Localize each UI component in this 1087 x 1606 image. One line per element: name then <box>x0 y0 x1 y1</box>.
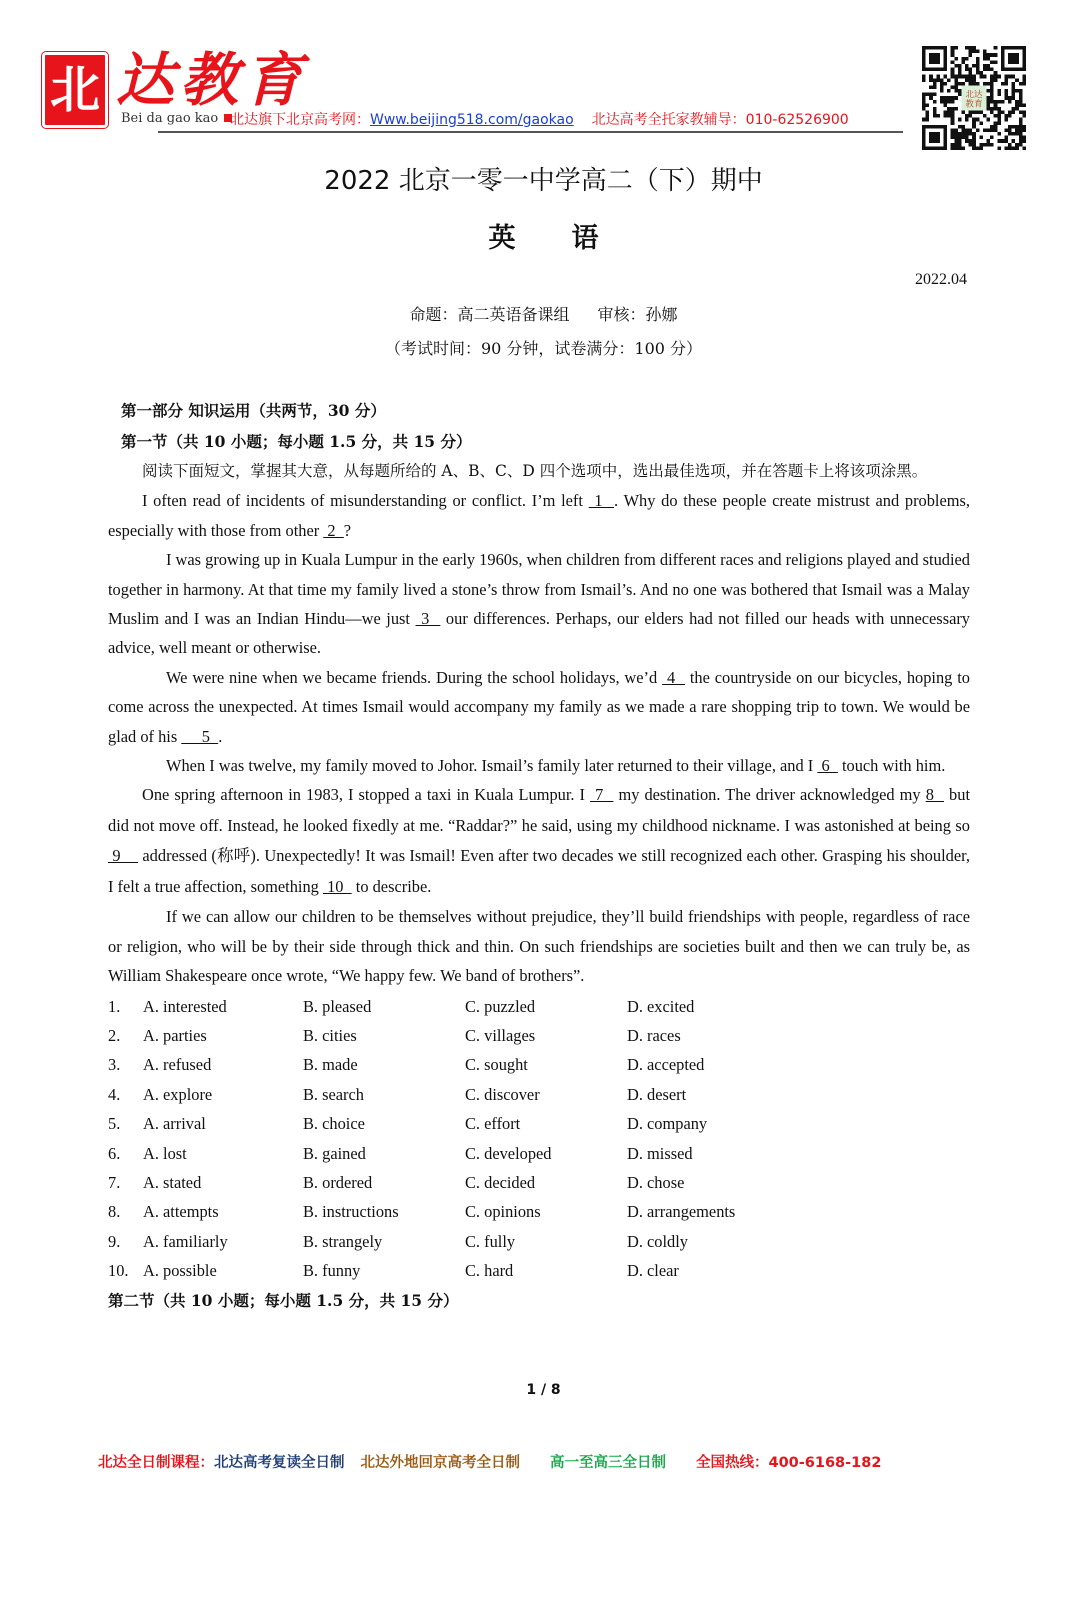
passage-paragraph-5: One spring afternoon in 1983, I stopped a taxi in Kuala Lumpur. I 7 my destination. The driver acknowledged my 8 but did not move off. Instead, he looked fixedly at me. “Raddar?” he said, using my childhood nickname. I was astonished at being so 9 addressed (称呼). Unexpectedly! It was Ismail! Even after two decades we still recognized each other. Grasping his shoulder, I felt a true affection, something 10 to describe. <box>108 785 970 896</box>
blank-1: 1 <box>588 491 615 511</box>
blank-3: 3 <box>415 609 441 629</box>
option-row <box>108 1080 970 1109</box>
option-c: C. hard <box>465 1261 514 1281</box>
logo-char: 北 <box>50 60 100 119</box>
passage-paragraph-6: If we can allow our children to be themselves without prejudice, they’ll build friendships with people, regardless of race or religion, who will be by their side through thick and thin. On such friendships are societies built and then we can truly be, as William Shakespeare once wrote, “We happy few. We band of brothers”. <box>108 907 970 986</box>
option-c: C. effort <box>465 1114 521 1134</box>
option-row <box>108 1139 970 1168</box>
question-number: 1. <box>108 996 121 1016</box>
option-row <box>108 1227 970 1256</box>
option-a: A. stated <box>143 1173 202 1193</box>
passage-paragraph-4: When I was twelve, my family moved to Johor. Ismail’s family later returned to their village, and I 6 touch with him. <box>166 756 946 776</box>
option-a: A. interested <box>143 996 227 1016</box>
option-row <box>108 1021 970 1050</box>
logo-subtitle-text: Bei da gao kao <box>121 111 219 126</box>
option-b: B. cities <box>303 1026 357 1046</box>
logo-text: 达教育 <box>116 46 309 114</box>
option-a: A. arrival <box>143 1114 206 1134</box>
site-label: 北达旗下北京高考网： <box>230 112 370 128</box>
question-number: 9. <box>108 1231 121 1251</box>
qr-center-text-top: 北达 <box>965 89 983 100</box>
option-d: D. accepted <box>627 1055 705 1075</box>
option-c: C. opinions <box>465 1202 541 1222</box>
exam-content <box>108 395 970 1316</box>
option-a: A. refused <box>143 1055 212 1075</box>
option-a: A. attempts <box>143 1202 219 1222</box>
footer-hotline: 全国热线：400-6168-182 <box>696 1455 882 1471</box>
footer-courses-label: 北达全日制课程： <box>98 1455 214 1471</box>
option-c: C. fully <box>465 1231 516 1251</box>
page-number: 1 / 8 <box>526 1382 561 1398</box>
option-c: C. sought <box>465 1055 528 1075</box>
option-d: D. clear <box>627 1261 679 1281</box>
blank-9: 9 <box>108 846 139 866</box>
qr-center-text-bottom: 教育 <box>965 99 983 110</box>
blank-8: 8 <box>925 785 944 805</box>
instructions: 阅读下面短文，掌握其大意，从每题所给的 A、B、C、D 四个选项中，选出最佳选项，并在答题卡上将该项涂黑。 <box>142 462 928 480</box>
passage-paragraph-3: We were nine when we became friends. During the school holidays, we’d 4 the countryside on our bicycles, hoping to come across the unexpected. At times Ismail would accompany my family as we made a rare shopping trip to town. We would be glad of his 5 . <box>108 667 970 746</box>
question-number: 3. <box>108 1055 121 1075</box>
option-c: C. puzzled <box>465 996 536 1016</box>
question-number: 7. <box>108 1173 121 1193</box>
logo-subtitle <box>121 111 232 126</box>
option-d: D. coldly <box>627 1231 689 1251</box>
option-a: A. parties <box>143 1026 207 1046</box>
blank-7: 7 <box>590 785 614 805</box>
question-number: 6. <box>108 1143 121 1163</box>
footer-course-1: 北达高考复读全日制 <box>214 1455 345 1471</box>
option-row <box>108 1109 970 1138</box>
option-c: C. developed <box>465 1143 552 1163</box>
option-c: C. decided <box>465 1173 536 1193</box>
option-b: B. search <box>303 1084 364 1104</box>
options-list <box>108 992 970 1286</box>
blank-2: 2 <box>323 520 344 540</box>
section2-heading: 第二节（共 10 小题；每小题 1.5 分，共 15 分） <box>108 1290 459 1310</box>
question-number: 5. <box>108 1114 121 1134</box>
option-b: B. strangely <box>303 1231 383 1251</box>
exam-title: 2022 北京一零一中学高二（下）期中 <box>324 166 763 196</box>
option-b: B. pleased <box>303 996 372 1016</box>
option-row <box>108 1197 970 1226</box>
blank-4: 4 <box>662 667 685 687</box>
option-d: D. desert <box>627 1084 687 1104</box>
question-number: 2. <box>108 1026 121 1046</box>
header-contact-line <box>230 109 849 129</box>
option-b: B. ordered <box>303 1173 373 1193</box>
site-link[interactable]: Www.beijing518.com/gaokao <box>370 112 574 128</box>
option-d: D. company <box>627 1114 708 1134</box>
authors-line <box>0 302 1087 325</box>
part1-heading: 第一部分 知识运用（共两节，30 分） <box>121 401 386 420</box>
option-c: C. discover <box>465 1084 540 1104</box>
option-a: A. lost <box>143 1143 187 1163</box>
logo-mark <box>42 52 108 128</box>
option-row <box>108 1256 970 1285</box>
option-d: D. chose <box>627 1173 685 1193</box>
option-d: D. arrangements <box>627 1202 736 1222</box>
passage-paragraph-1: I often read of incidents of misunderstanding or conflict. I’m left 1 . Why do these people create mistrust and problems, especially with those from other 2 ? <box>108 491 970 540</box>
qr-code-icon <box>922 46 1026 150</box>
exam-date: 2022.04 <box>915 271 967 288</box>
option-a: A. familiarly <box>143 1231 228 1251</box>
exam-info: （考试时间：90 分钟，试卷满分：100 分） <box>384 339 703 358</box>
option-a: A. possible <box>143 1261 217 1281</box>
option-row <box>108 1168 970 1197</box>
question-setter: 命题：高二英语备课组 <box>409 305 570 324</box>
option-b: B. instructions <box>303 1202 399 1222</box>
option-d: D. excited <box>627 996 695 1016</box>
footer-ad <box>98 1451 881 1472</box>
footer-course-3: 高一至高三全日制 <box>550 1455 666 1471</box>
reviewer: 审核：孙娜 <box>597 305 678 324</box>
question-number: 10. <box>108 1261 129 1281</box>
option-b: B. funny <box>303 1261 361 1281</box>
footer-course-2: 北达外地回京高考全日制 <box>360 1455 520 1471</box>
passage-paragraph-2: I was growing up in Kuala Lumpur in the early 1960s, when children from different races and religions played and studied together in harmony. At that time my family lived a stone’s throw from Ismail’s. And no one was bothered that Ismail was a Malay Muslim and I was an Indian Hindu—we just 3 our differences. Perhaps, our elders had not filled our heads with unnecessary advice, well meant or otherwise. <box>108 550 970 658</box>
option-b: B. choice <box>303 1114 365 1134</box>
option-d: D. missed <box>627 1143 693 1163</box>
header-divider <box>158 131 903 133</box>
option-b: B. made <box>303 1055 358 1075</box>
tutor-hotline: 北达高考全托家教辅导：010-62526900 <box>591 112 849 128</box>
option-row <box>108 1050 970 1079</box>
option-b: B. gained <box>303 1143 366 1163</box>
subject-char-2: 语 <box>571 223 599 254</box>
blank-5: 5 <box>181 726 219 746</box>
subject-char-1: 英 <box>488 223 516 254</box>
question-number: 4. <box>108 1084 121 1104</box>
section1-heading: 第一节（共 10 小题；每小题 1.5 分，共 15 分） <box>121 432 472 451</box>
question-number: 8. <box>108 1202 121 1222</box>
option-d: D. races <box>627 1026 681 1046</box>
option-a: A. explore <box>143 1084 213 1104</box>
blank-6: 6 <box>817 756 838 776</box>
option-row <box>108 992 970 1021</box>
blank-10: 10 <box>322 876 352 896</box>
option-c: C. villages <box>465 1026 536 1046</box>
subject-title <box>0 216 1087 255</box>
